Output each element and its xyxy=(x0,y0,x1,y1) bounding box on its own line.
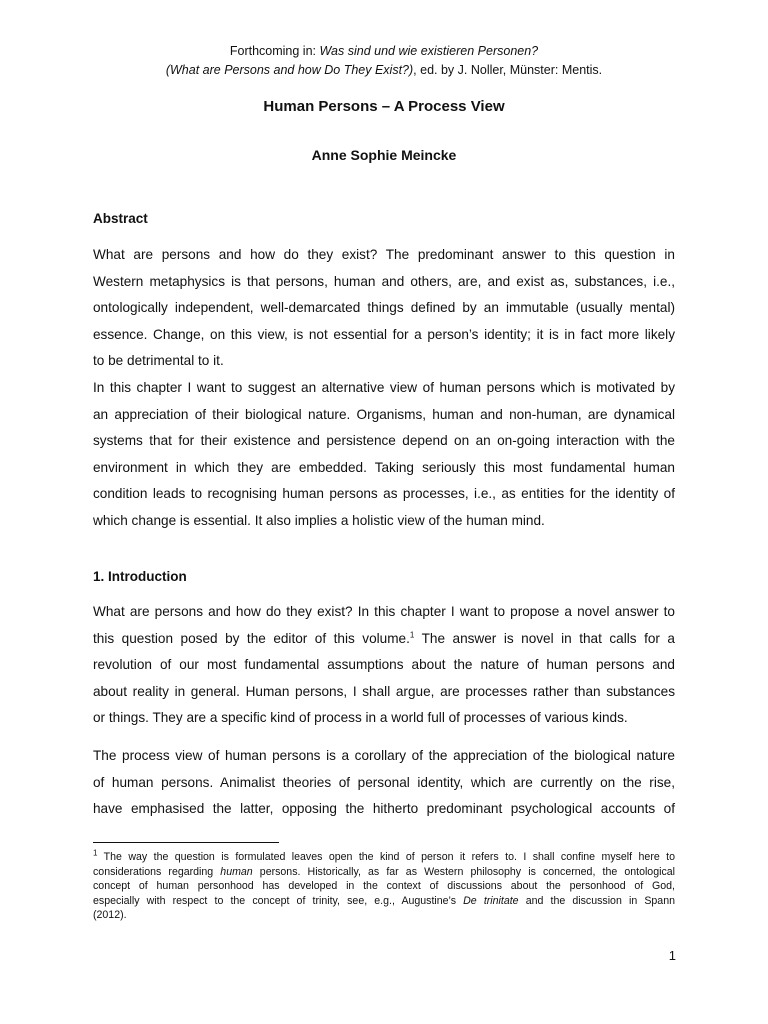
text-line: systems that for their existence and persistence depend on an on-going interaction with the xyxy=(93,433,675,449)
text-line: revolution of our most fundamental assumptions about the nature of human persons and xyxy=(93,657,675,673)
text-line: The process view of human persons is a corollary of the appreciation of the biological nature xyxy=(93,748,675,763)
footnote-line xyxy=(93,850,675,865)
text-line: an appreciation of their biological nature. Organisms, human and non-human, are dynamical xyxy=(93,406,675,422)
footnote-line xyxy=(93,894,675,909)
footnote-separator xyxy=(93,842,279,843)
text-line: essence. Change, on this view, is not essential for a person’s identity; it is in fact more likely xyxy=(93,326,675,342)
text-fragment: The way the question is formulated leaves open the kind of person it refers to. I shall confine myself here to xyxy=(97,851,675,863)
introduction-paragraph-2 xyxy=(93,743,675,823)
paper-title: Human Persons – A Process View xyxy=(263,98,505,115)
volume-title-german: Was sind und wie existieren Personen? xyxy=(319,44,539,58)
footnote-1 xyxy=(93,850,675,923)
introduction-paragraph-1 xyxy=(93,599,675,732)
footnote-line: (2012). xyxy=(93,909,127,922)
text-line: of human persons. Animalist theories of personal identity, which are currently on the rise, xyxy=(93,774,675,790)
text-line: Western metaphysics is that persons, human and others, are, and exist as, substances, i.e., xyxy=(93,273,675,289)
editor-publisher: , ed. by J. Noller, Münster: Mentis. xyxy=(413,63,603,77)
abstract-heading: Abstract xyxy=(93,211,148,226)
footnote-line: concept of human personhood has developed in the context of discussions about the personhood of God, xyxy=(93,880,675,893)
publication-note-line2 xyxy=(0,61,768,80)
abstract-paragraph-1 xyxy=(93,242,675,375)
text-line: ontologically independent, well-demarcated things defined by an immutable (usually mental) xyxy=(93,300,675,316)
footnote-reference[interactable]: 1 xyxy=(409,630,415,640)
text-fragment: and the discussion in Spann xyxy=(518,894,675,907)
text-line: What are persons and how do they exist? In this chapter I want to propose a novel answer to xyxy=(93,604,675,619)
forthcoming-label: Forthcoming in: xyxy=(229,44,320,58)
page-number: 1 xyxy=(668,948,676,963)
text-fragment: considerations regarding xyxy=(93,865,221,878)
text-line: In this chapter I want to suggest an alternative view of human persons which is motivated by xyxy=(93,380,675,395)
text-line-with-footnote-ref xyxy=(93,626,675,653)
text-fragment: especially with respect to the concept of trinity, see, e.g., Augustine’s xyxy=(93,894,464,907)
text-line: to be detrimental to it. xyxy=(93,353,224,369)
text-line: condition leads to recognising human persons as processes, i.e., as entities for the identity of xyxy=(93,486,675,502)
emphasis: human xyxy=(220,865,253,878)
text-line: which change is essential. It also implies a holistic view of the human mind. xyxy=(93,512,545,528)
abstract-paragraph-2 xyxy=(93,375,675,535)
volume-title-english: (What are Persons and how Do They Exist?) xyxy=(165,63,414,77)
book-title: De trinitate xyxy=(463,894,519,907)
author-name: Anne Sophie Meincke xyxy=(311,147,457,163)
text-fragment: this question posed by the editor of this volume. xyxy=(93,630,410,646)
text-line: environment in which they are embedded. Taking seriously this most fundamental human xyxy=(93,459,675,475)
publication-note-line1 xyxy=(0,42,768,61)
introduction-heading: 1. Introduction xyxy=(93,569,187,584)
text-fragment: persons. Historically, as far as Western philosophy is concerned, the ontological xyxy=(252,865,675,878)
footnote-number: 1 xyxy=(93,848,98,858)
text-fragment: The answer is novel in that calls for a xyxy=(414,630,675,646)
text-line: or things. They are a specific kind of process in a world full of processes of various kinds. xyxy=(93,710,628,726)
footnote-line xyxy=(93,865,675,880)
text-line: What are persons and how do they exist? The predominant answer to this question in xyxy=(93,247,675,262)
text-line: have emphasised the latter, opposing the hitherto predominant psychological accounts of xyxy=(93,801,675,817)
text-line: about reality in general. Human persons, I shall argue, are processes rather than substances xyxy=(93,683,675,699)
